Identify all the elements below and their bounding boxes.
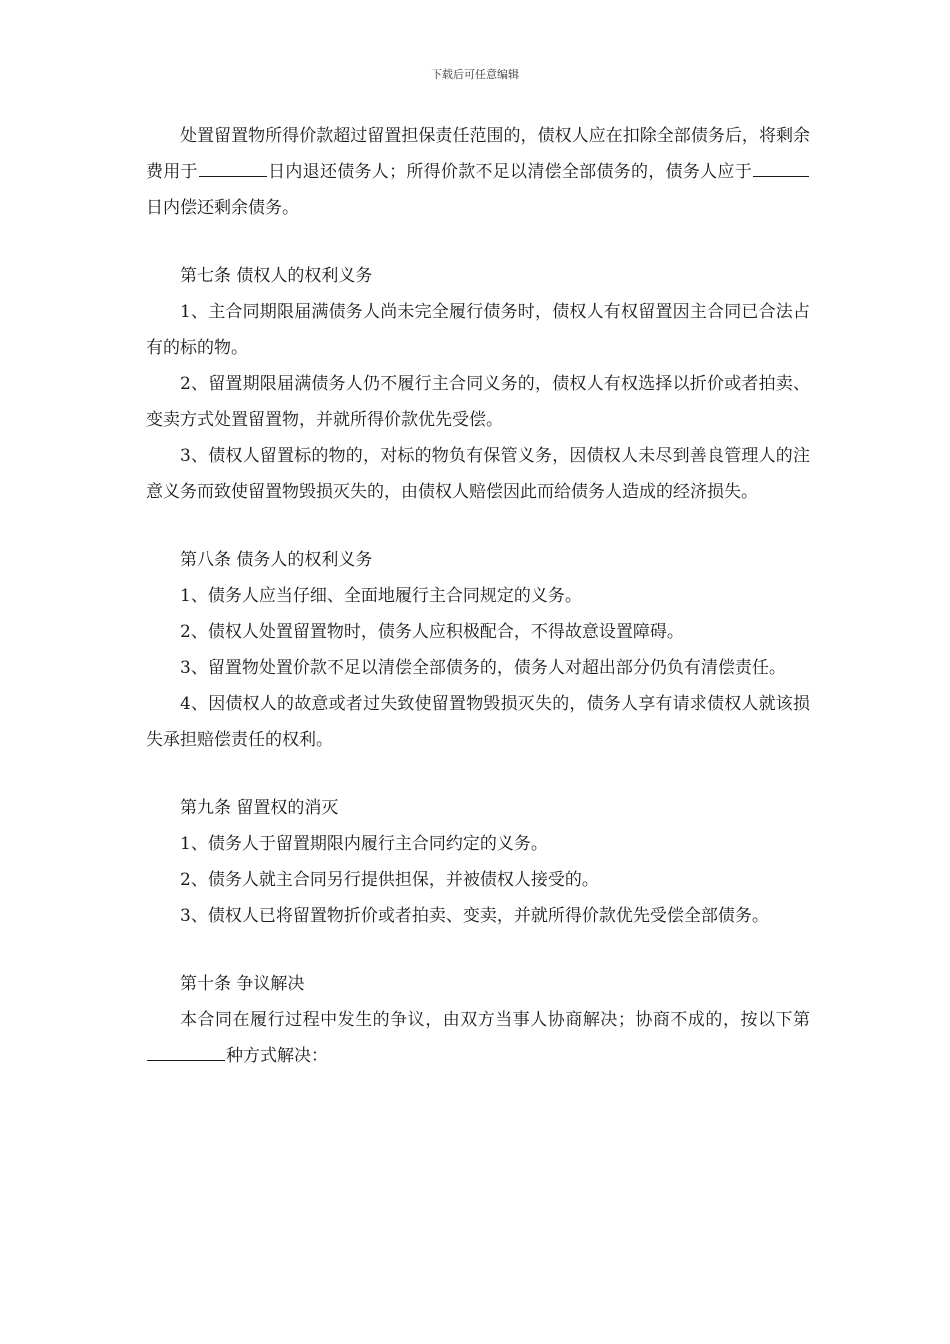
page-header: 下载后可任意编辑 — [431, 68, 519, 81]
article9-item-2: 2、债务人就主合同另行提供担保，并被债权人接受的。 — [180, 870, 599, 890]
document-body — [146, 118, 810, 1074]
intro-text-3: 日内偿还剩余债务。 — [146, 198, 299, 218]
article8-item-4: 4、因债权人的故意或者过失致使留置物毁损灭失的，债务人享有请求债权人就该损失承担赔偿责任的权利。 — [146, 694, 810, 750]
article9-item-1: 1、债务人于留置期限内履行主合同约定的义务。 — [180, 834, 548, 854]
article9-item-3: 3、债权人已将留置物折价或者拍卖、变卖，并就所得价款优先受偿全部债务。 — [180, 906, 769, 926]
method-choice-blank — [147, 1043, 225, 1061]
article7-item-1: 1、主合同期限届满债务人尚未完全履行债务时，债权人有权留置因主合同已合法占有的标的物。 — [146, 302, 810, 358]
article10-text-1: 本合同在履行过程中发生的争议，由双方当事人协商解决；协商不成的，按以下第 — [180, 1010, 810, 1030]
article8-item-1: 1、债务人应当仔细、全面地履行主合同规定的义务。 — [180, 586, 582, 606]
article7-title: 第七条 债权人的权利义务 — [180, 266, 373, 286]
days-refund-blank — [199, 159, 267, 177]
article10-title: 第十条 争议解决 — [180, 974, 305, 994]
intro-text-1: 处置留置物所得价款超过留置担保责任范围的，债权人应在扣除全部债务后，将剩余费用于 — [146, 126, 810, 182]
intro-text-2: 日内退还债务人；所得价款不足以清偿全部债务的，债务人应于 — [267, 162, 752, 182]
article10-text-2: 种方式解决： — [226, 1046, 328, 1066]
article9-title: 第九条 留置权的消灭 — [180, 798, 339, 818]
article8-title: 第八条 债务人的权利义务 — [180, 550, 373, 570]
article8-item-3: 3、留置物处置价款不足以清偿全部债务的，债务人对超出部分仍负有清偿责任。 — [180, 658, 786, 678]
article8-item-2: 2、债权人处置留置物时，债务人应积极配合，不得故意设置障碍。 — [180, 622, 684, 642]
intro-paragraph — [146, 118, 810, 226]
article10-paragraph — [146, 1002, 810, 1074]
article7-item-3: 3、债权人留置标的物的，对标的物负有保管义务，因债权人未尽到善良管理人的注意义务而致使留置物毁损灭失的，由债权人赔偿因此而给债务人造成的经济损失。 — [146, 446, 810, 502]
article7-item-2: 2、留置期限届满债务人仍不履行主合同义务的，债权人有权选择以折价或者拍卖、变卖方式处置留置物，并就所得价款优先受偿。 — [146, 374, 810, 430]
days-repay-blank — [753, 159, 809, 177]
